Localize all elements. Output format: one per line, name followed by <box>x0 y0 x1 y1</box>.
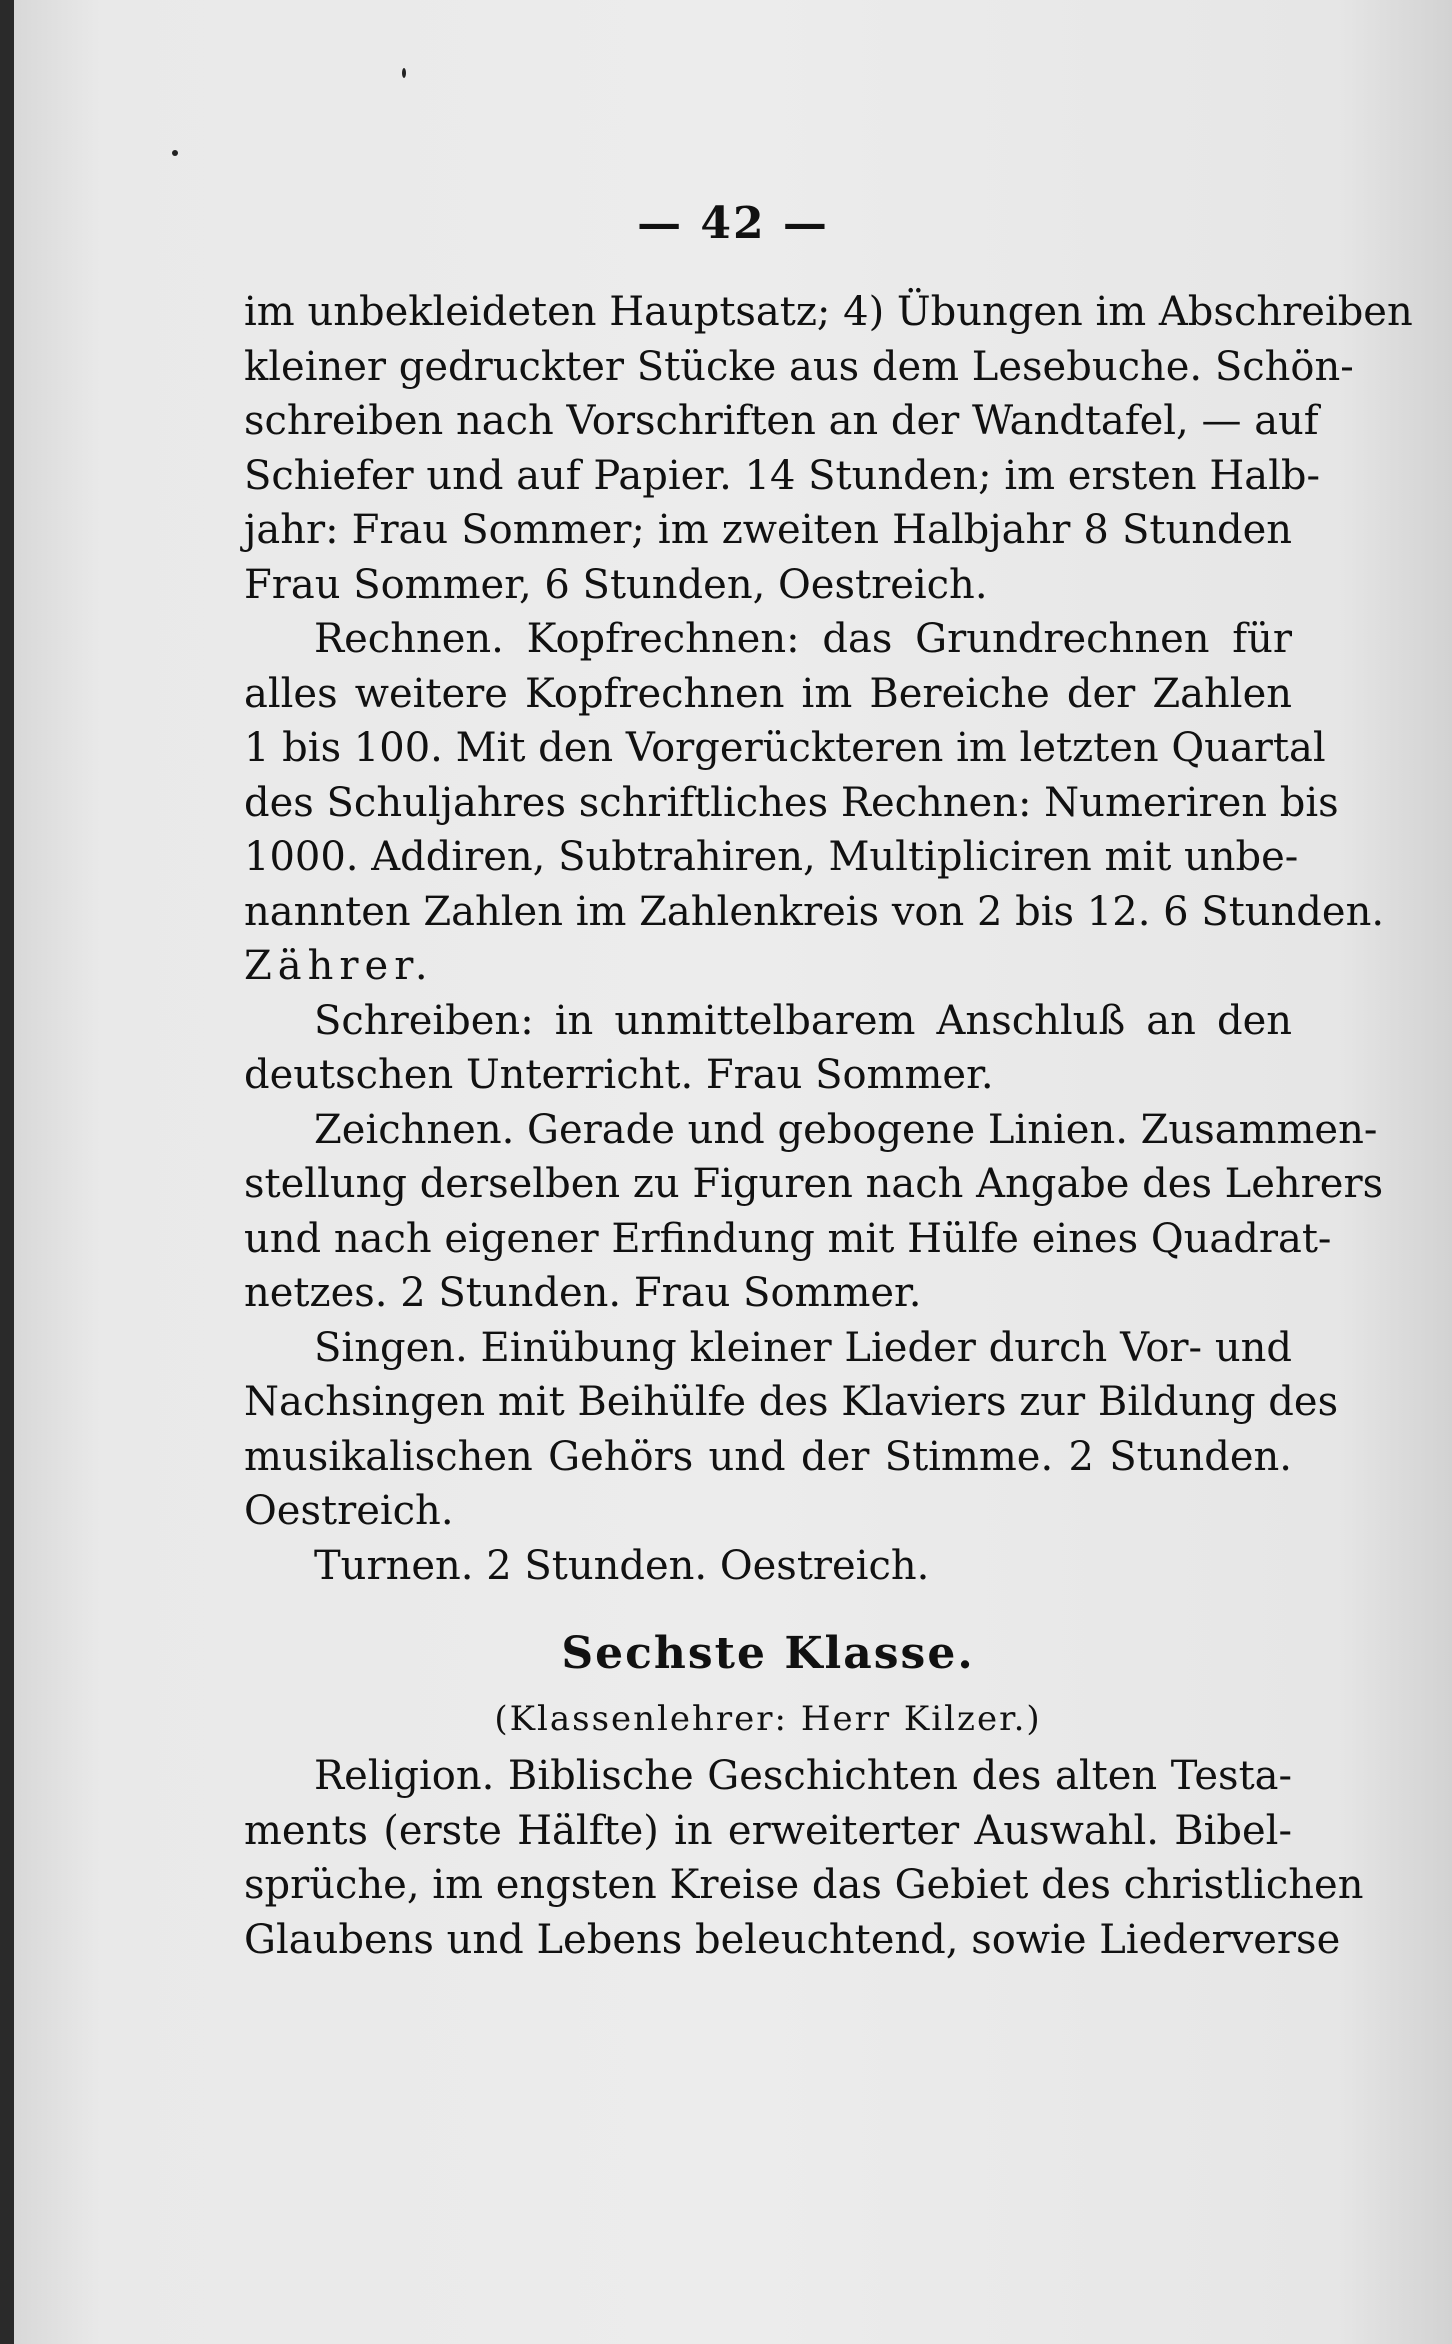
paragraph-religion: Religion. Biblische Geschichten des alten Testa- <box>314 1753 1292 1799</box>
ink-speck <box>172 150 178 156</box>
text-line: musikalischen Gehörs und der Stimme. 2 Stunden. <box>244 1433 1292 1480</box>
book-page <box>14 0 1452 2344</box>
text-line: des Schuljahres schriftliches Rechnen: Numeriren bis <box>244 779 1339 826</box>
ink-speck <box>402 68 406 78</box>
text-line: 1000. Addiren, Subtrahiren, Multipliciren mit unbe- <box>244 834 1299 880</box>
text-line: schreiben nach Vorschriften an der Wandtafel, — auf <box>244 398 1319 444</box>
text-line: 1 bis 100. Mit den Vorgerückteren im letzten Quartal <box>244 725 1326 771</box>
text-line: kleiner gedruckter Stücke aus dem Lesebuche. Schön- <box>244 343 1354 390</box>
text-line: Schiefer und auf Papier. 14 Stunden; im ersten Halb- <box>244 452 1320 499</box>
text-line: alles weitere Kopfrechnen im Bereiche der Zahlen <box>244 670 1292 717</box>
paragraph-singen: Singen. Einübung kleiner Lieder durch Vor- und <box>314 1324 1292 1371</box>
paragraph-schreiben: Schreiben: in unmittelbarem Anschluß an den <box>314 997 1292 1044</box>
text-line: im unbekleideten Hauptsatz; 4) Übungen im Abschreiben <box>244 289 1413 335</box>
section-heading: Sechste Klasse. <box>561 1628 975 1679</box>
text-line: sprüche, im engsten Kreise das Gebiet des christlichen <box>244 1862 1364 1908</box>
text-line: Glaubens und Lebens beleuchtend, sowie Liederverse <box>244 1916 1341 1963</box>
text-line: Oestreich. <box>244 1488 454 1534</box>
text-line: Zährer. <box>244 943 434 989</box>
text-line: Frau Sommer, 6 Stunden, Oestreich. <box>244 561 988 608</box>
text-line: ments (erste Hälfte) in erweiterter Auswahl. Bibel- <box>244 1807 1292 1854</box>
section-subheading: (Klassenlehrer: Herr Kilzer.) <box>494 1699 1042 1739</box>
text-line: nannten Zahlen im Zahlenkreis von 2 bis 12. 6 Stunden. <box>244 888 1385 935</box>
page-number: — 42 — <box>637 198 829 249</box>
text-line: und nach eigener Erfindung mit Hülfe eines Quadrat- <box>244 1215 1332 1262</box>
text-line: Nachsingen mit Beihülfe des Klaviers zur Bildung des <box>244 1379 1339 1425</box>
paragraph-turnen: Turnen. 2 Stunden. Oestreich. <box>314 1542 930 1589</box>
text-line: deutschen Unterricht. Frau Sommer. <box>244 1052 994 1098</box>
body-text <box>244 285 1413 1967</box>
paragraph-rechnen: Rechnen. Kopfrechnen: das Grundrechnen für <box>314 616 1292 662</box>
text-line: jahr: Frau Sommer; im zweiten Halbjahr 8 Stunden <box>244 507 1292 553</box>
text-line: stellung derselben zu Figuren nach Angabe des Lehrers <box>244 1161 1384 1207</box>
text-line: netzes. 2 Stunden. Frau Sommer. <box>244 1270 922 1316</box>
paragraph-zeichnen: Zeichnen. Gerade und gebogene Linien. Zusammen- <box>314 1106 1378 1153</box>
